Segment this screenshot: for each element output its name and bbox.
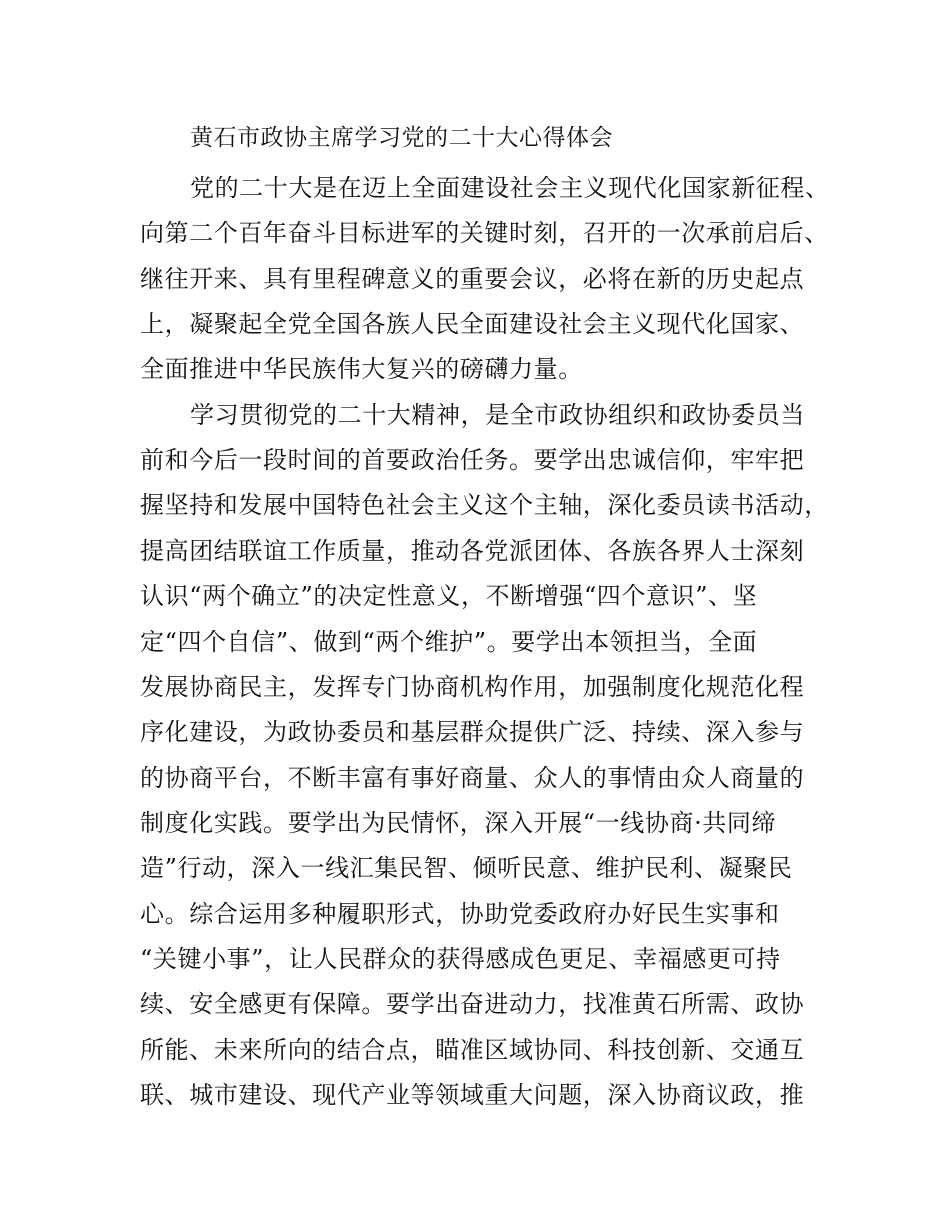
paragraph-2-line-14: 续、安全感更有保障。要学出奋进动力，找准黄石所需、政协 (140, 990, 805, 1018)
paragraph-2-line-15: 所能、未来所向的结合点，瞄准区域协同、科技创新、交通互 (140, 1036, 805, 1064)
paragraph-2-line-5: 认识“两个确立”的决定性意义，不断增强“四个意识”、坚 (140, 582, 758, 610)
paragraph-2-line-6: 定“四个自信”、做到“两个维护”。要学出本领担当，全面 (140, 628, 758, 656)
paragraph-2-line-13: “关键小事”，让人民群众的获得感成色更足、幸福感更可持 (140, 945, 781, 973)
paragraph-1-line-3: 继往开来、具有里程碑意义的重要会议，必将在新的历史起点 (140, 265, 805, 293)
paragraph-2-line-9: 的协商平台，不断丰富有事好商量、众人的事情由众人商量的 (140, 764, 805, 792)
paragraph-2-line-16: 联、城市建设、现代产业等领域重大问题，深入协商议政，推 (140, 1081, 805, 1109)
paragraph-2-line-7: 发展协商民主，发挥专门协商机构作用，加强制度化规范化程 (140, 673, 805, 701)
paragraph-2-line-8: 序化建设，为政协委员和基层群众提供广泛、持续、深入参与 (140, 718, 805, 746)
paragraph-2-line-1: 学习贯彻党的二十大精神，是全市政协组织和政协委员当 (190, 401, 805, 429)
paragraph-2-line-3: 握坚持和发展中国特色社会主义这个主轴，深化委员读书活动， (140, 491, 829, 519)
paragraph-1-line-4: 上，凝聚起全党全国各族人民全面建设社会主义现代化国家、 (140, 310, 805, 338)
paragraph-2-line-4: 提高团结联谊工作质量，推动各党派团体、各族各界人士深刻 (140, 537, 805, 565)
paragraph-2-line-12: 心。综合运用多种履职形式，协助党委政府办好民生实事和 (140, 900, 780, 928)
paragraph-2-line-2: 前和今后一段时间的首要政治任务。要学出忠诚信仰，牢牢把 (140, 446, 805, 474)
paragraph-1-line-1: 党的二十大是在迈上全面建设社会主义现代化国家新征程、 (190, 174, 830, 202)
document-title: 黄石市政协主席学习党的二十大心得体会 (190, 125, 613, 151)
paragraph-1-line-5: 全面推进中华民族伟大复兴的磅礴力量。 (140, 355, 583, 383)
paragraph-2-line-10: 制度化实践。要学出为民情怀，深入开展“一线协商·共同缔 (140, 809, 777, 837)
paragraph-2-line-11: 造”行动，深入一线汇集民智、倾听民意、维护民利、凝聚民 (140, 854, 793, 882)
paragraph-1-line-2: 向第二个百年奋斗目标进军的关键时刻，召开的一次承前启后、 (140, 219, 829, 247)
